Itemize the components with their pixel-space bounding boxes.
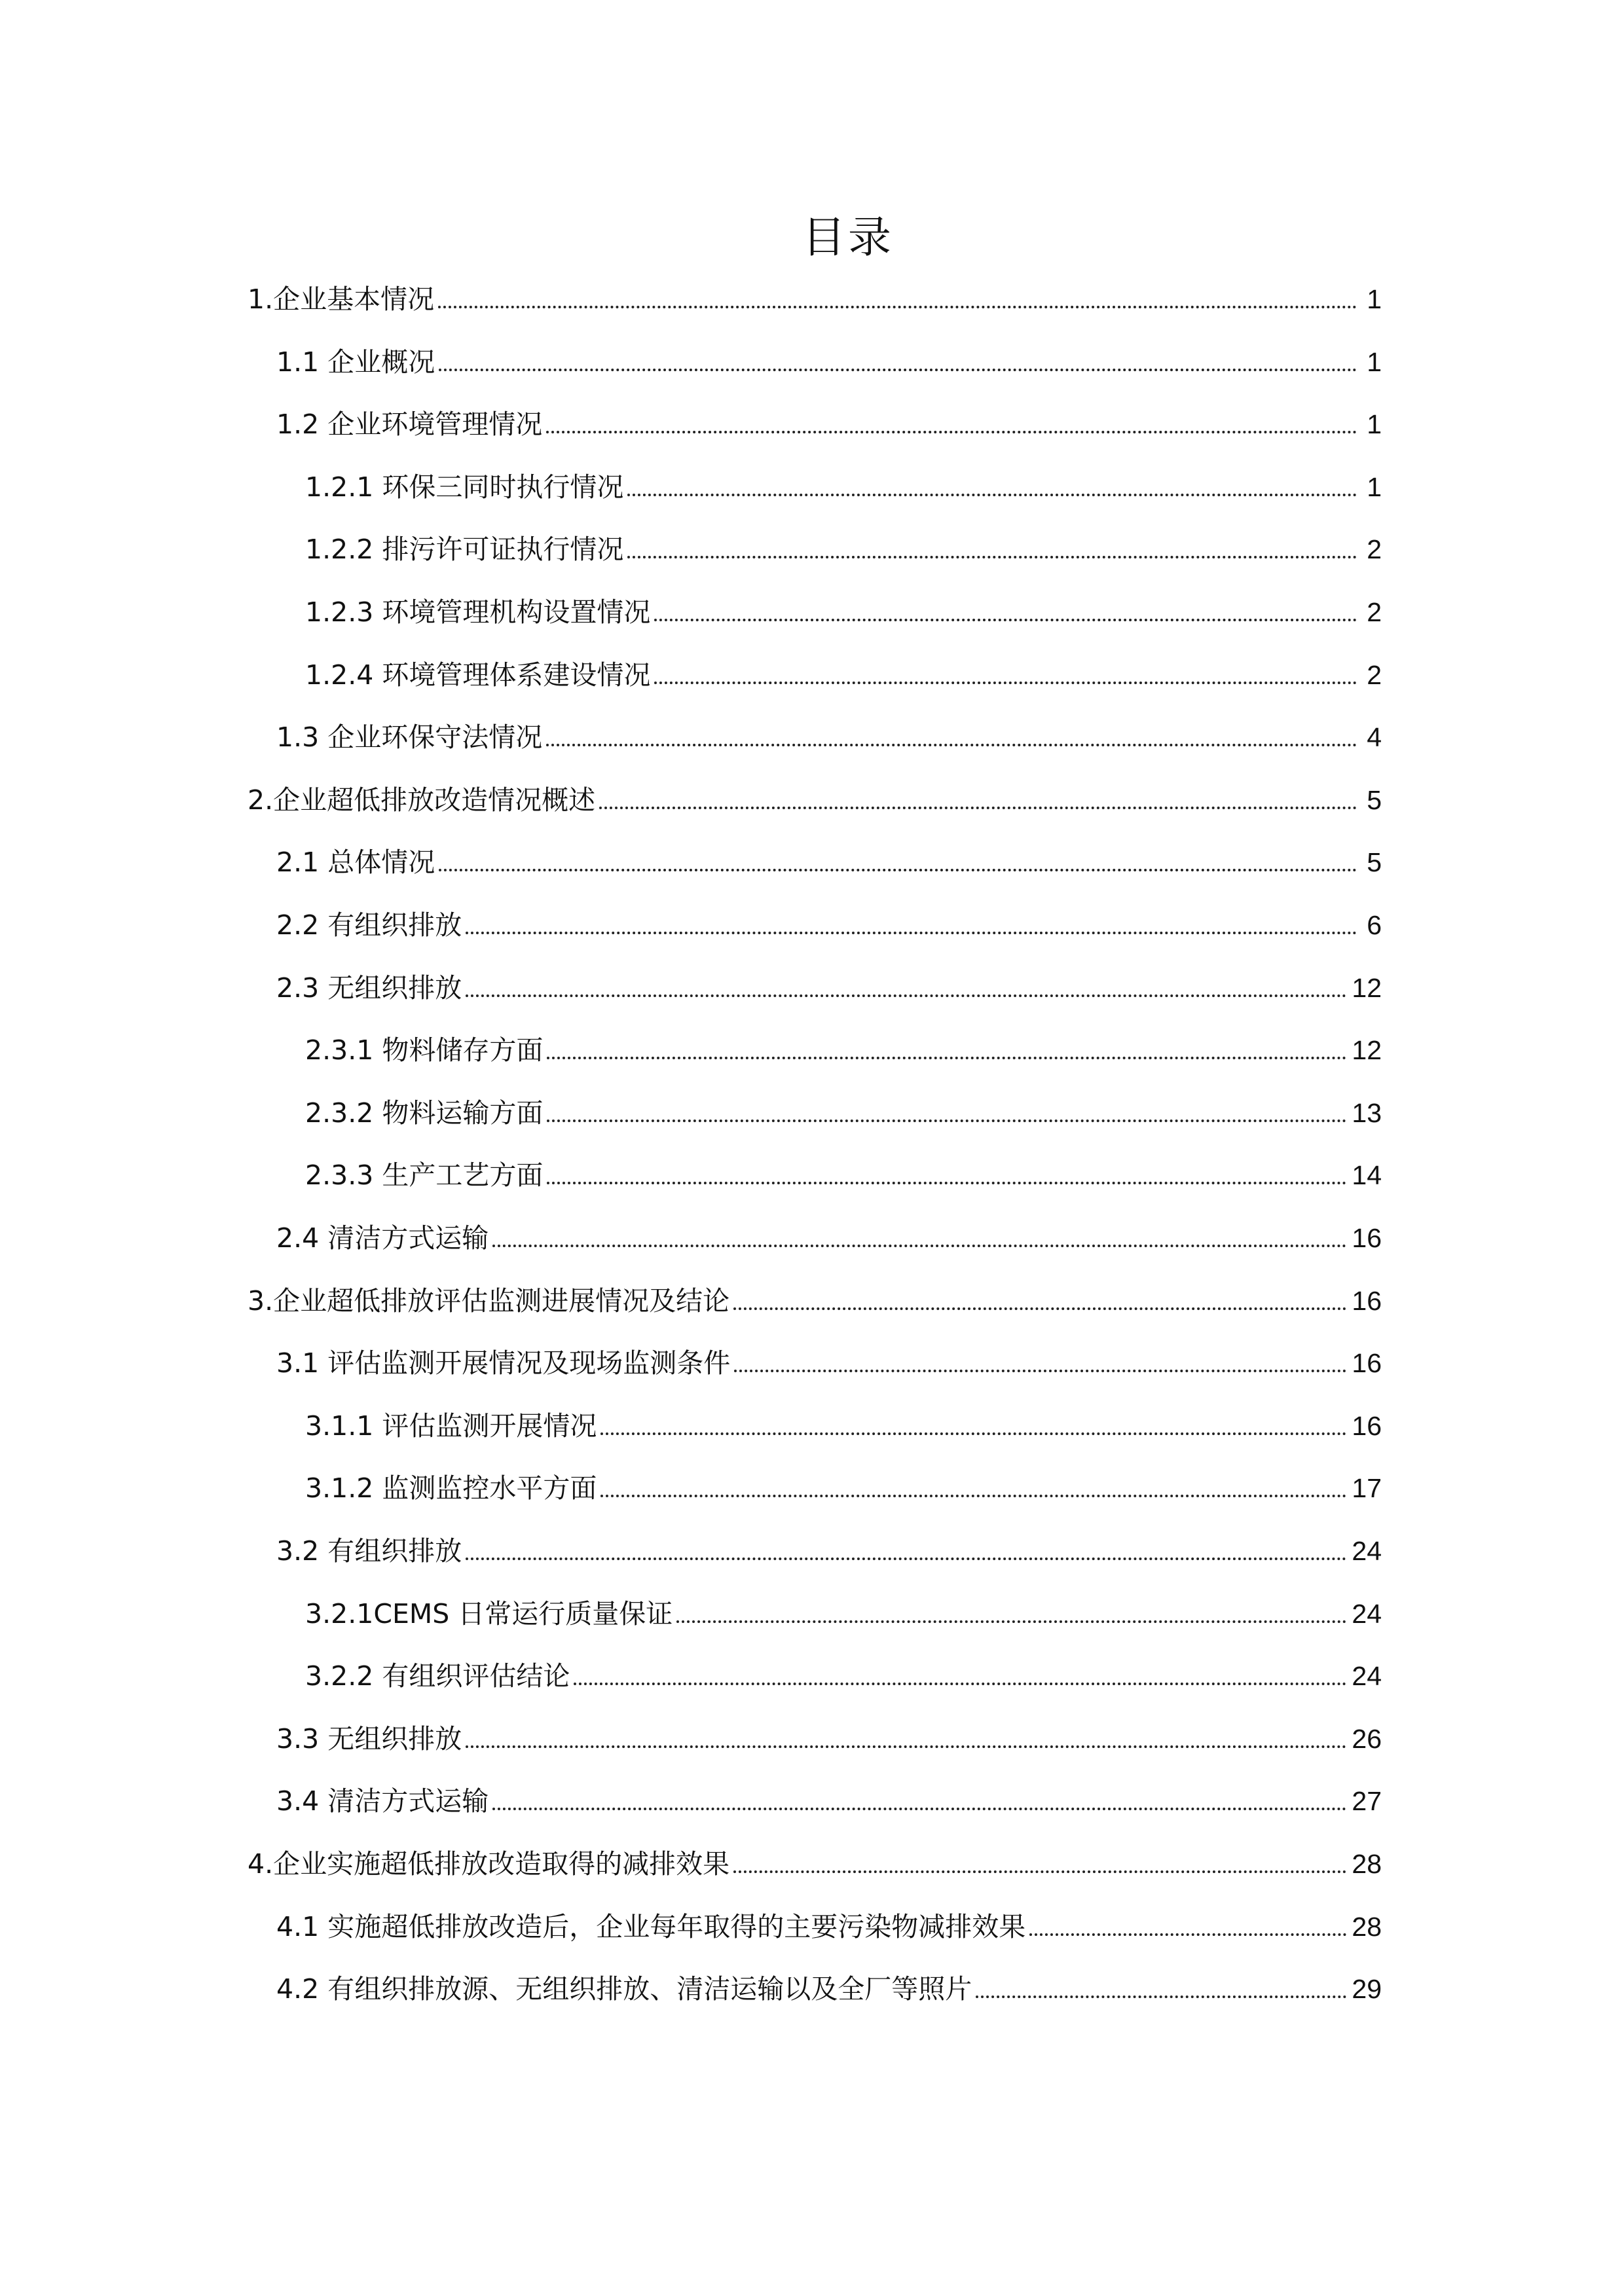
toc-entry-title: 3.1 评估监测开展情况及现场监测条件 [276,1347,731,1379]
toc-page-number: 27 [1352,1786,1382,1817]
toc-entry[interactable] [276,841,1382,883]
toc-entry[interactable] [248,1280,1382,1322]
dot-leader [546,744,1357,746]
toc-title: 目录 [802,212,894,263]
toc-entry-title: 2.1 总体情况 [276,847,435,879]
dot-leader [599,807,1357,809]
dot-leader [733,1307,1346,1310]
toc-page-number: 26 [1352,1723,1382,1754]
toc-entry[interactable] [276,1217,1382,1259]
toc-entry[interactable] [305,1655,1382,1697]
toc-page-number: 16 [1352,1410,1382,1441]
dot-leader [600,1432,1346,1435]
toc-page-number: 2 [1367,659,1382,690]
dot-leader [547,1182,1346,1184]
dot-leader [439,869,1357,871]
toc-page-number: 1 [1367,346,1382,377]
toc-entry-title: 2.3.1 物料储存方面 [305,1034,544,1066]
dot-leader [976,1995,1346,1998]
dot-leader [466,1745,1346,1748]
dot-leader [439,369,1357,371]
toc-page-number: 2 [1367,534,1382,565]
toc-page-number: 16 [1352,1348,1382,1379]
dot-leader [466,994,1346,997]
toc-entry[interactable] [305,654,1382,696]
toc-entry-title: 3.1.2 监测监控水平方面 [305,1472,597,1504]
dot-leader [676,1620,1346,1623]
toc-entry[interactable] [276,904,1382,946]
dot-leader [627,494,1357,496]
toc-entry-title: 3.3 无组织排放 [276,1722,462,1755]
toc-entry-title: 1.2.4 环境管理体系建设情况 [305,659,651,691]
toc-entry-title: 4.企业实施超低排放改造取得的减排效果 [248,1848,730,1880]
toc-entry[interactable] [305,591,1382,633]
dot-leader [654,619,1357,621]
toc-page-number: 4 [1367,722,1382,753]
dot-leader [546,431,1357,433]
toc-page-number: 12 [1352,972,1382,1003]
toc-entry-title: 2.2 有组织排放 [276,909,462,941]
toc-entry[interactable] [276,1530,1382,1572]
toc-entry-title: 4.2 有组织排放源、无组织排放、清洁运输以及全厂等照片 [276,1973,972,2005]
toc-page-number: 29 [1352,1974,1382,2005]
toc-entry[interactable] [276,1968,1382,2010]
dot-leader [733,1870,1346,1873]
dot-leader [1029,1933,1346,1936]
toc-page-number: 16 [1352,1223,1382,1253]
toc-entry[interactable] [276,716,1382,758]
toc-page-number: 14 [1352,1160,1382,1191]
toc-page-number: 24 [1352,1661,1382,1692]
toc-entry-title: 3.4 清洁方式运输 [276,1785,489,1817]
toc-entry-title: 4.1 实施超低排放改造后，企业每年取得的主要污染物减排效果 [276,1910,1026,1942]
toc-entry-title: 2.3.2 物料运输方面 [305,1097,544,1129]
toc-entry[interactable] [276,1342,1382,1384]
toc-entry-title: 3.2.1CEMS 日常运行质量保证 [305,1597,673,1630]
toc-page-number: 6 [1367,910,1382,940]
toc-entry[interactable] [276,1780,1382,1822]
toc-entry-title: 1.企业基本情况 [248,283,435,315]
dot-leader [438,306,1357,308]
toc-page-number: 24 [1352,1536,1382,1566]
toc-entry-title: 1.3 企业环保守法情况 [276,721,543,754]
toc-entry[interactable] [248,278,1382,320]
toc-page-number: 17 [1352,1473,1382,1504]
toc-entry[interactable] [305,1154,1382,1196]
toc-entry-title: 1.2 企业环境管理情况 [276,409,543,441]
dot-leader [627,556,1357,558]
dot-leader [492,1245,1346,1247]
toc-entry[interactable] [305,1467,1382,1509]
toc-page-number: 16 [1352,1285,1382,1316]
toc-entry-title: 1.2.3 环境管理机构设置情况 [305,596,651,628]
toc-entry[interactable] [276,403,1382,445]
toc-entry-title: 2.企业超低排放改造情况概述 [248,784,596,816]
toc-entry-title: 1.2.1 环保三同时执行情况 [305,471,624,503]
toc-page-number: 1 [1367,471,1382,502]
toc-entry[interactable] [305,1092,1382,1134]
toc-page-number: 24 [1352,1598,1382,1629]
dot-leader [654,682,1357,684]
toc-entry[interactable] [305,528,1382,570]
toc-entry-title: 1.2.2 排污许可证执行情况 [305,534,624,566]
toc-page-number: 1 [1367,284,1382,314]
toc-entry[interactable] [248,1843,1382,1885]
toc-entry-title: 2.3.3 生产工艺方面 [305,1159,544,1192]
toc-entry[interactable] [248,779,1382,821]
toc-entry-title: 3.2.2 有组织评估结论 [305,1660,570,1692]
toc-page-number: 28 [1352,1911,1382,1942]
toc-page-number: 1 [1367,409,1382,440]
toc-entry[interactable] [305,1593,1382,1635]
dot-leader [574,1683,1346,1685]
toc-entry-title: 3.1.1 评估监测开展情况 [305,1410,597,1442]
dot-leader [547,1120,1346,1122]
toc-entry[interactable] [305,466,1382,508]
dot-leader [466,1558,1346,1560]
dot-leader [492,1808,1346,1810]
toc-entry-title: 3.企业超低排放评估监测进展情况及结论 [248,1285,730,1317]
toc-page-number: 5 [1367,847,1382,878]
toc-page-number: 5 [1367,784,1382,815]
toc-entry-title: 2.4 清洁方式运输 [276,1222,489,1254]
toc-page-number: 28 [1352,1849,1382,1879]
toc-entry[interactable] [305,1029,1382,1071]
dot-leader [547,1057,1346,1059]
toc-page-number: 12 [1352,1035,1382,1066]
toc-entry[interactable] [276,1906,1382,1948]
dot-leader [600,1495,1346,1497]
toc-page-number: 2 [1367,597,1382,627]
toc-entry-title: 1.1 企业概况 [276,346,435,378]
toc-entry[interactable] [276,967,1382,1009]
toc-entry[interactable] [305,1405,1382,1447]
toc-entry[interactable] [276,1718,1382,1760]
toc-entry-title: 2.3 无组织排放 [276,972,462,1004]
toc-page-number: 13 [1352,1097,1382,1128]
dot-leader [466,932,1357,934]
dot-leader [734,1370,1346,1372]
toc-entry-title: 3.2 有组织排放 [276,1535,462,1567]
toc-entry[interactable] [276,341,1382,383]
